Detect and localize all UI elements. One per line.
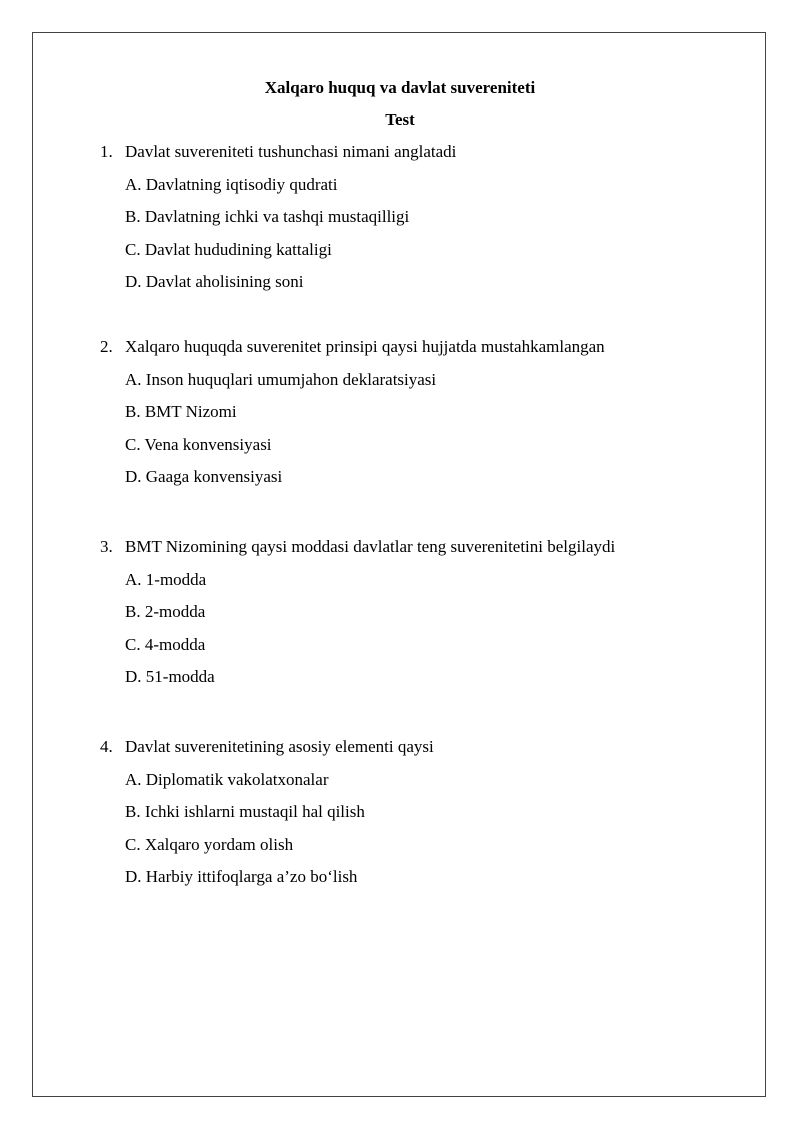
option-b: B. BMT Nizomi <box>125 402 237 421</box>
option-d: D. Davlat aholisining soni <box>125 272 304 291</box>
option-c: C. Davlat hududining kattaligi <box>125 239 332 259</box>
option-d: D. Harbiy ittifoqlarga a’zo bo‘lish <box>125 867 358 886</box>
option-b: B. Davlatning ichki va tashqi mustaqilligi <box>125 207 410 226</box>
option-d: D. Gaaga konvensiyasi <box>125 467 283 486</box>
question-number: 4. <box>100 737 113 757</box>
question-2 <box>100 331 740 494</box>
question-text: BMT Nizomining qaysi moddasi davlatlar teng suverenitetini belgilaydi <box>125 537 616 557</box>
option-b: B. Ichki ishlarni mustaqil hal qilish <box>125 802 365 821</box>
option-a: A. Inson huquqlari umumjahon deklaratsiyasi <box>125 369 437 389</box>
option-c: C. Xalqaro yordam olish <box>125 834 294 854</box>
option-d: D. 51-modda <box>125 667 215 686</box>
question-line <box>100 531 740 564</box>
question-line <box>100 331 740 364</box>
question-text: Davlat suvereniteti tushunchasi nimani anglatadi <box>125 142 457 162</box>
question-3 <box>100 531 740 694</box>
question-number: 1. <box>100 142 113 162</box>
question-4 <box>100 731 740 894</box>
option-b: B. 2-modda <box>125 602 206 621</box>
question-line <box>100 136 740 169</box>
document-subtitle: Test <box>385 110 415 129</box>
option-c: C. 4-modda <box>125 634 206 654</box>
question-text: Davlat suverenitetining asosiy elementi qaysi <box>125 737 434 757</box>
question-number: 3. <box>100 537 113 557</box>
question-number: 2. <box>100 337 113 357</box>
question-line <box>100 731 740 764</box>
option-a: A. Davlatning iqtisodiy qudrati <box>125 174 338 194</box>
option-c: C. Vena konvensiyasi <box>125 434 272 454</box>
document-title: Xalqaro huquq va davlat suvereniteti <box>264 78 536 97</box>
question-text: Xalqaro huquqda suverenitet prinsipi qaysi hujjatda mustahkamlangan <box>125 337 605 357</box>
option-a: A. 1-modda <box>125 569 207 589</box>
option-a: A. Diplomatik vakolatxonalar <box>125 769 329 789</box>
question-1 <box>100 136 740 299</box>
